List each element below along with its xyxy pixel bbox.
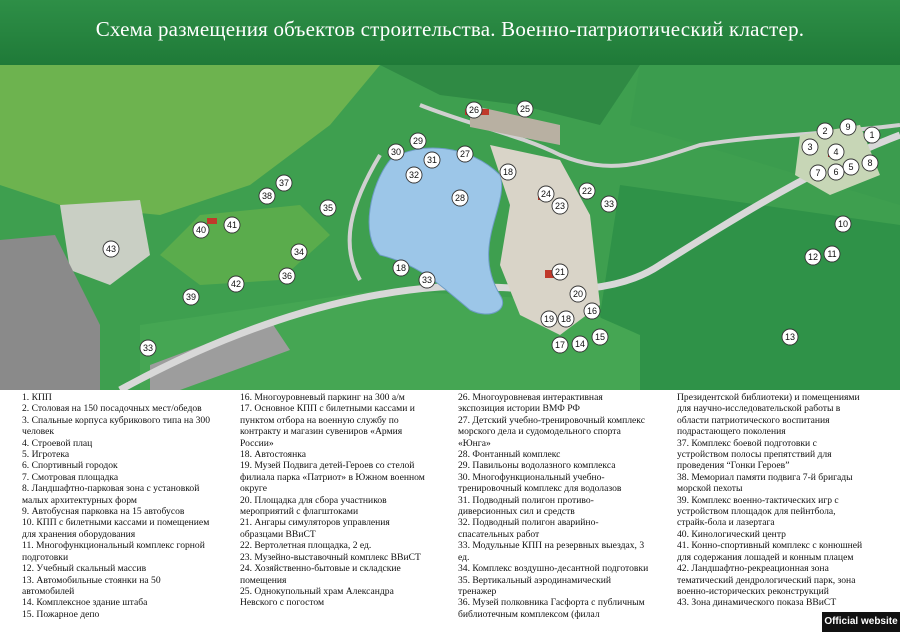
map-marker	[570, 286, 586, 302]
legend-line: тематический дендрологический парк, зона	[677, 574, 856, 586]
legend-line: 7. Смотровая площадка	[22, 471, 119, 483]
legend-line: 20. Площадка для сбора участников	[240, 494, 387, 506]
legend-line: 37. Комплекс боевой подготовки с	[677, 437, 817, 449]
marker-label: 33	[421, 275, 433, 285]
marker-label: 30	[390, 147, 402, 157]
map-marker	[279, 268, 295, 284]
legend-line: России»	[240, 437, 274, 449]
map-marker	[579, 183, 595, 199]
map-marker	[552, 264, 568, 280]
legend-line: 3. Спальные корпуса кубрикового типа на 300	[22, 414, 211, 426]
map-marker	[224, 217, 240, 233]
map-marker	[466, 102, 482, 118]
marker-label: 16	[586, 306, 598, 316]
legend-line: экспозиция истории ВМФ РФ	[458, 403, 580, 415]
legend-line: 15. Пожарное депо	[22, 608, 100, 620]
map-marker	[552, 198, 568, 214]
marker-label: 5	[848, 162, 854, 172]
legend-line: 38. Мемориал памяти подвига 7-й бригады	[677, 471, 853, 483]
map-marker	[592, 329, 608, 345]
legend-line: 41. Конно-спортивный комплекс с конюшней	[677, 540, 863, 552]
marker-label: 22	[581, 186, 593, 196]
legend-line: тренировочный комплекс для водолазов	[458, 483, 622, 495]
marker-label: 3	[807, 142, 813, 152]
marker-label: 11	[827, 249, 837, 259]
legend-line: морского дела и судомодельного спорта	[458, 426, 621, 438]
legend-line: 22. Вертолетная площадка, 2 ед.	[240, 540, 372, 552]
legend-line: 5. Игротека	[22, 449, 70, 461]
map-marker	[805, 249, 821, 265]
marker-label: 42	[230, 279, 242, 289]
marker-label: 2	[822, 126, 828, 136]
map-marker	[552, 337, 568, 353]
legend-line: 21. Ангары симуляторов управления	[240, 517, 390, 529]
marker-label: 9	[845, 122, 851, 132]
marker-label: 23	[554, 201, 566, 211]
map-marker	[452, 190, 468, 206]
legend-column-1	[22, 392, 244, 620]
map-marker	[862, 155, 878, 171]
marker-label: 7	[815, 168, 821, 178]
legend-line: 14. Комплексное здание штаба	[22, 597, 148, 609]
legend-line: 40. Кинологический центр	[677, 528, 786, 540]
header-banner	[0, 0, 900, 65]
official-website-badge[interactable]: Official website	[822, 612, 900, 632]
legend-line: 11. Многофункциональный комплекс горной	[22, 540, 205, 552]
legend-column-4	[677, 392, 899, 609]
map-marker	[828, 144, 844, 160]
legend-line: подрастающего поколения	[677, 426, 786, 438]
marker-label: 18	[560, 314, 572, 324]
map-marker	[864, 127, 880, 143]
legend-line: 39. Комплекс военно-тактических игр с	[677, 494, 839, 506]
marker-label: 28	[454, 193, 466, 203]
marker-label: 18	[502, 167, 514, 177]
legend-line: 32. Подводный полигон аварийно-	[458, 517, 599, 529]
legend-line: 27. Детский учебно-тренировочный комплекс	[458, 414, 645, 426]
legend-line: 36. Музей полковника Гасфорта с публичным	[458, 597, 645, 609]
legend-line: 16. Многоуровневый паркинг на 300 а/м	[240, 392, 405, 403]
map-marker	[457, 146, 473, 162]
marker-label: 43	[105, 244, 117, 254]
marker-label: 27	[459, 149, 471, 159]
marker-label: 34	[293, 247, 305, 257]
legend-line: 23. Музейно-выставочный комплекс ВВиСТ	[240, 551, 421, 563]
legend-line: мероприятий с флагштоками	[240, 506, 359, 518]
legend-line: тренажер	[458, 585, 497, 597]
marker-label: 32	[408, 170, 420, 180]
legend-line: 2. Столовая на 150 посадочных мест/обедов	[22, 403, 202, 415]
marker-label: 31	[426, 155, 438, 165]
legend-line: 30. Многофункциональный учебно-	[458, 471, 605, 483]
map-marker	[228, 276, 244, 292]
legend-line: образцами ВВиСТ	[240, 528, 316, 540]
legend-line: 31. Подводный полигон противо-	[458, 494, 594, 506]
legend-line: пунктом отбора на военную службу по	[240, 414, 399, 426]
legend-line: помещения	[240, 574, 287, 586]
map-marker	[140, 340, 156, 356]
legend-line: диверсионных сил и средств	[458, 506, 575, 518]
map-marker	[291, 244, 307, 260]
map-canvas	[0, 65, 900, 390]
map-marker	[584, 303, 600, 319]
legend-line: Президентской библиотеки) и помещениями	[677, 392, 860, 403]
map-marker	[410, 133, 426, 149]
legend-line: 43. Зона динамического показа ВВиСТ	[677, 597, 837, 609]
legend-line: 35. Вертикальный аэродинамический	[458, 574, 611, 586]
marker-label: 8	[867, 158, 873, 168]
marker-label: 33	[603, 199, 615, 209]
map-marker	[393, 260, 409, 276]
legend-line: морской пехоты	[677, 483, 743, 495]
legend-line: 18. Автостоянка	[240, 449, 306, 461]
marker-label: 12	[807, 252, 819, 262]
legend-line: спасательных работ	[458, 528, 540, 540]
marker-label: 18	[395, 263, 407, 273]
legend-line: 4. Строевой плац	[22, 437, 93, 449]
legend-line: малых архитектурных форм	[22, 494, 137, 506]
legend-line: 33. Модульные КПП на резервных выездах, 3	[458, 540, 645, 552]
legend-line: 13. Автомобильные стоянки на 50	[22, 574, 161, 586]
map-marker	[828, 164, 844, 180]
marker-label: 20	[572, 289, 584, 299]
legend-line: 9. Автобусная парковка на 15 автобусов	[22, 506, 185, 518]
marker-label: 10	[837, 219, 849, 229]
legend-line: филиала парка «Патриот» в Южном военном	[240, 471, 425, 483]
map-marker	[517, 101, 533, 117]
legend-line: 10. КПП с билетными кассами и помещением	[22, 517, 210, 529]
marker-label: 36	[281, 271, 293, 281]
marker-label: 25	[519, 104, 531, 114]
map-marker	[572, 336, 588, 352]
legend-line: устройством полосы препятствий для	[677, 449, 832, 461]
marker-label: 38	[261, 191, 273, 201]
map-marker	[558, 311, 574, 327]
legend-column-2	[240, 392, 466, 609]
legend-line: 34. Комплекс воздушно-десантной подготовки	[458, 563, 649, 575]
map-marker	[406, 167, 422, 183]
legend-line: Невского с погостом	[240, 597, 325, 609]
marker-label: 15	[594, 332, 606, 342]
legend-line: военно-исторических реконструкций	[677, 585, 829, 597]
map-marker	[388, 144, 404, 160]
legend-line: подготовки	[22, 551, 69, 563]
map-marker	[843, 159, 859, 175]
legend-line: 25. Однокупольный храм Александра	[240, 585, 394, 597]
legend-line: страйк-бола и лазертага	[677, 517, 775, 529]
marker-label: 19	[543, 314, 555, 324]
marker-label: 6	[833, 167, 839, 177]
legend-line: 42. Ландшафтно-рекреационная зона	[677, 563, 829, 575]
marker-label: 41	[226, 220, 238, 230]
map-marker	[802, 139, 818, 155]
map-marker	[419, 272, 435, 288]
marker-label: 35	[322, 203, 334, 213]
map-marker	[810, 165, 826, 181]
marker-label: 37	[278, 178, 290, 188]
legend-line: 19. Музей Подвига детей-Героев со стелой	[240, 460, 415, 472]
legend	[0, 390, 900, 632]
building-block	[207, 218, 217, 224]
legend-column-3	[458, 392, 680, 620]
page-title: Схема размещения объектов строительства. Военно-патриотический кластер.	[95, 17, 805, 41]
marker-label: 40	[195, 225, 207, 235]
legend-line: устройством площадок для пейнтбола,	[677, 506, 836, 518]
marker-label: 21	[554, 267, 566, 277]
legend-line: 29. Павильоны водолазного комплекса	[458, 460, 616, 472]
legend-line: 6. Спортивный городок	[22, 460, 118, 472]
marker-label: 13	[784, 332, 796, 342]
map-marker	[840, 119, 856, 135]
legend-line: человек	[22, 426, 55, 438]
marker-label: 39	[185, 292, 197, 302]
map-marker	[541, 311, 557, 327]
map-marker	[259, 188, 275, 204]
marker-label: 1	[869, 130, 875, 140]
legend-line: 8. Ландшафтно-парковая зона с установкой	[22, 483, 200, 495]
map-marker	[193, 222, 209, 238]
legend-line: проведения “Гонки Героев”	[677, 460, 790, 472]
marker-label: 33	[142, 343, 154, 353]
legend-line: автомобилей	[22, 585, 75, 597]
marker-label: 14	[574, 339, 586, 349]
map-marker	[276, 175, 292, 191]
legend-line: для содержания лошадей и конным плацем	[677, 551, 854, 563]
legend-line: 26. Многоуровневая интерактивная	[458, 392, 603, 403]
legend-line: «Юнга»	[458, 437, 491, 449]
legend-line: 17. Основное КПП с билетными кассами и	[240, 403, 415, 415]
legend-line: области патриотического воспитания	[677, 414, 830, 426]
legend-line: 28. Фонтанный комплекс	[458, 449, 561, 461]
marker-label: 29	[412, 136, 424, 146]
legend-line: 12. Учебный скальный массив	[22, 563, 147, 575]
map-marker	[782, 329, 798, 345]
map-marker	[538, 186, 554, 202]
legend-line: для научно-исследовательской работы в	[677, 403, 841, 415]
legend-line: контракту и магазин сувениров «Армия	[240, 426, 403, 438]
marker-label: 17	[554, 340, 566, 350]
marker-label: 4	[833, 147, 839, 157]
map-marker	[103, 241, 119, 257]
map-marker	[320, 200, 336, 216]
legend-line: 24. Хозяйственно-бытовые и складские	[240, 563, 401, 575]
legend-line: ед.	[458, 551, 470, 563]
marker-label: 26	[468, 105, 480, 115]
site-plan-map	[0, 65, 900, 390]
map-marker	[424, 152, 440, 168]
map-marker	[835, 216, 851, 232]
legend-line: 1. КПП	[22, 392, 52, 403]
marker-label: 24	[540, 189, 552, 199]
legend-line: для хранения оборудования	[22, 528, 136, 540]
legend-line: библиотечным комплексом (филал	[458, 608, 600, 620]
map-marker	[500, 164, 516, 180]
legend-line: округе	[240, 483, 267, 495]
map-marker	[824, 246, 840, 262]
map-marker	[601, 196, 617, 212]
map-marker	[183, 289, 199, 305]
map-marker	[817, 123, 833, 139]
